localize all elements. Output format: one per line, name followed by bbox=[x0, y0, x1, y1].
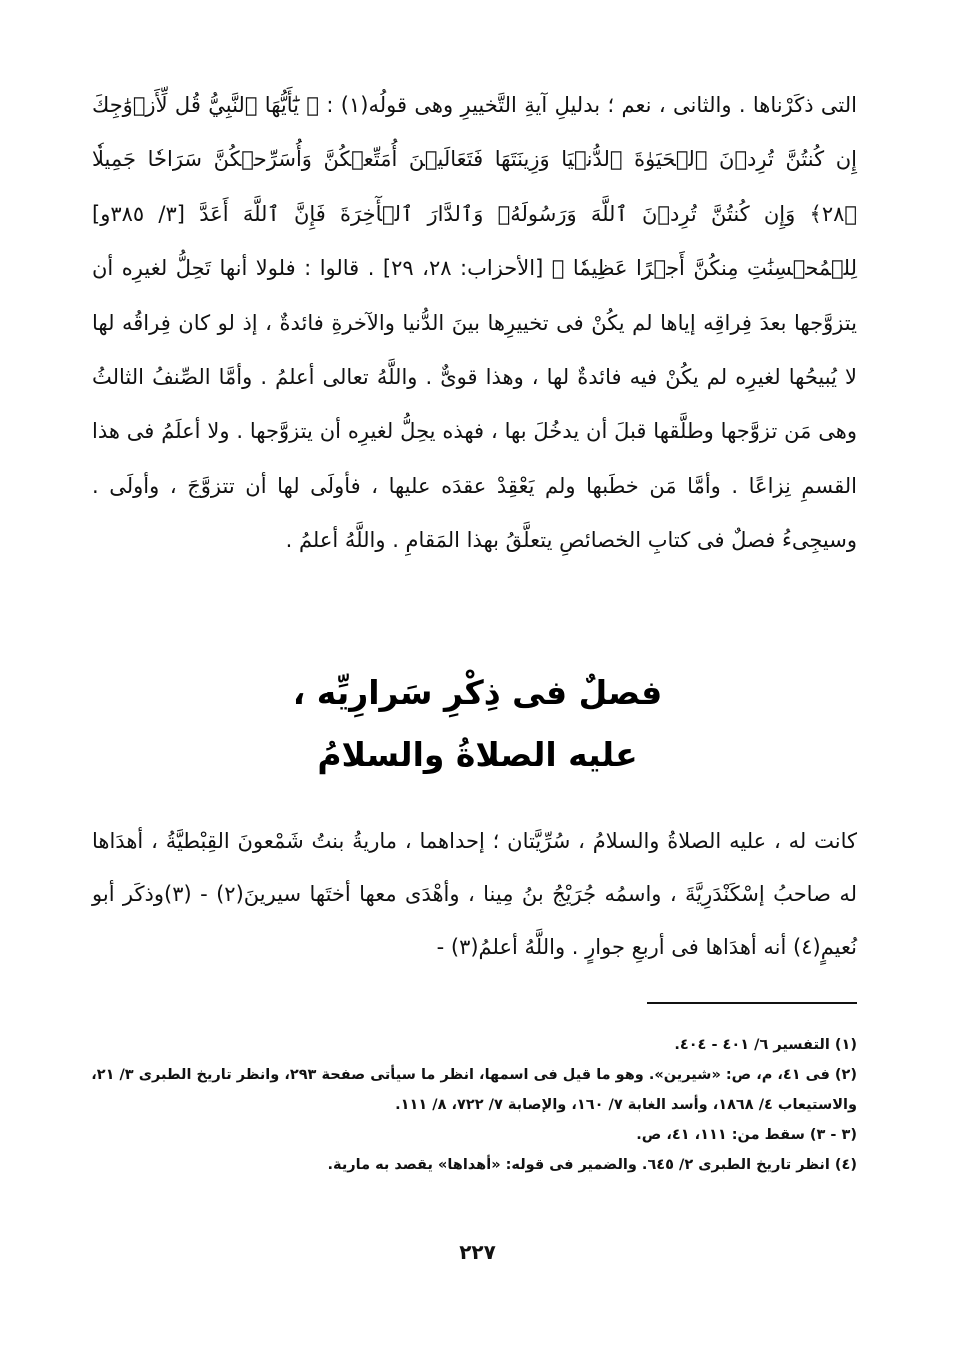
footnote-4: (٤) انظر تاريخ الطبرى ٢/ ٦٤٥. والضمير فى قوله: «أهداها» يقصد به مارية. bbox=[327, 1157, 857, 1173]
section-text-block bbox=[92, 815, 857, 974]
section-heading-line-1: فصلٌ فى ذِكْرِ سَرارِيِّه ، bbox=[292, 673, 663, 712]
section-heading-line-2: عليه الصلاةُ والسلامُ bbox=[317, 735, 638, 774]
main-text-block bbox=[92, 78, 857, 568]
footnote-2: (٢) فى ٤١، م، ص: «شيرين». وهو ما قيل فى اسمها، انظر ما سيأتى صفحة ٢٩٣، وانظر تاريخ الطبرى ٣/ ٢١، والاستيعاب ٤/ ١٨٦٨، وأسد الغابة ٧/ ١٦٠، والإصابة ٧/ ٧٢٢، ٨/ ١١١. bbox=[91, 1067, 857, 1113]
footnote-3: (٣ - ٣) سقط من: ١١١، ٤١، ص. bbox=[636, 1127, 857, 1143]
section-heading bbox=[0, 662, 955, 786]
section-paragraph: كانت له ، عليه الصلاةُ والسلامُ ، سُرِّيَّتان ؛ إحداهما ، ماريةُ بنتُ شَمْعونَ القِبْطيَّةُ ، أهدَاها له صاحبُ إسْكَنْدَرِيَّةَ ، واسمُه جُرَيْجُ بنُ مِينا ، وأهْدَى معها أختَها سيرينَ(٢) - (٣)وذكَر أبو نُعيمٍ(٤) أنه أهدَاها فى أربعِ جوارٍ . واللَّهُ أعلمُ(٣) - bbox=[92, 829, 857, 959]
body-paragraph: التى ذكَرْناها . والثانى ، نعم ؛ بدليلِ آيةِ التَّخييرِ وهى قولُه(١) : ﴿ يَٰٓأَيُّهَا ٱلنَّبِيُّ قُل لِّأَزۡوَٰجِكَ إِن كُنتُنَّ تُرِدۡنَ ٱلۡحَيَوٰةَ ٱلدُّنۡيَا وَزِينَتَهَا فَتَعَالَيۡنَ أُمَتِّعۡكُنَّ وَأُسَرِّحۡكُنَّ سَرَاحٗا جَمِيلٗا ﴿٢٨﴾ وَإِن كُنتُنَّ تُرِدۡنَ ٱللَّهَ وَرَسُولَهُۥ وَٱلدَّارَ ٱلۡأٓخِرَةَ فَإِنَّ ٱللَّهَ أَعَدَّ [٣/ ٣٨٥و] لِلۡمُحۡسِنَٰتِ مِنكُنَّ أَجۡرًا عَظِيمٗا ﴾ [الأحزاب: ٢٨، ٢٩] . قالوا : فلولا أنها تَحِلُّ لغيرِه أن يتزوَّجها بعدَ فِراقِه إياها لم يكُنْ فى تخييرِها بينَ الدُّنيا والآخرةِ فائدةٌ ، إذ لو كان فِراقُه لها لا يُبيحُها لغيرِه لم يكُنْ فيه فائدةٌ لها ، وهذا قوىٌّ . واللَّهُ تعالى أعلمُ . وأمَّا الصِّنفُ الثالثُ وهى مَن تزوَّجها وطلَّقها قبلَ أن يدخُلَ بها ، فهذه يحِلُّ لغيرِه أن يتزوَّجها . ولا أعلَمُ فى هذا القسمِ نِزاعًا . وأمَّا مَن خطَبها ولم يَعْقِدْ عقدَه عليها ، فأولَى لها أن تتزوَّجَ ، وأولَى . وسيجِىءُ فصلٌ فى كتابِ الخصائصِ يتعلَّقُ بهذا المَقامِ . واللَّهُ أعلمُ . bbox=[92, 93, 858, 553]
footnote-1: (١) التفسير ٦/ ٤٠١ - ٤٠٤. bbox=[674, 1037, 857, 1053]
page-number: ٢٢٧ bbox=[459, 1240, 496, 1264]
footnotes bbox=[87, 1030, 857, 1180]
footnote-separator bbox=[647, 1002, 857, 1004]
